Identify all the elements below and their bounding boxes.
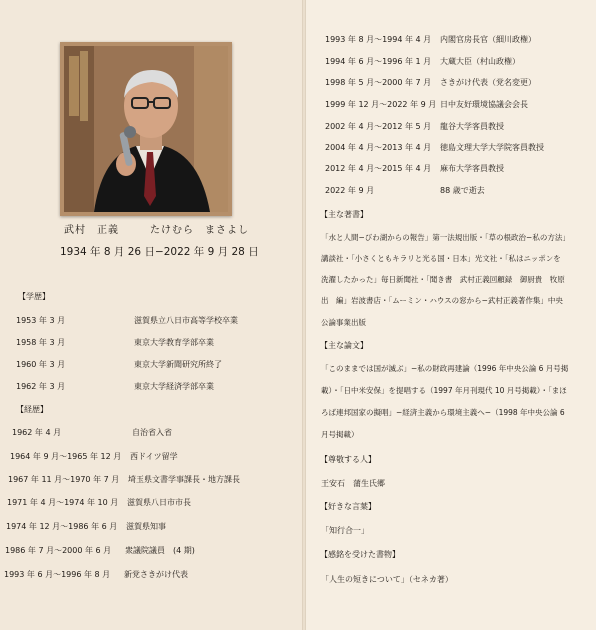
- career-date: 1967 年 11 月〜1970 年 7 月: [8, 475, 120, 484]
- papers-line: 「このままでは国が滅ぶ」−私の財政再建論（1996 年中央公論 6 月号掲: [321, 364, 569, 373]
- career-date: 1993 年 6 月〜1996 年 8 月: [4, 570, 111, 579]
- career-date: 1962 年 4 月: [12, 428, 62, 437]
- career-text: 88 歳で逝去: [440, 186, 485, 195]
- career-text: 麻布大学客員教授: [440, 164, 504, 173]
- career-date: 2022 年 9 月: [325, 186, 375, 195]
- papers-line: 載）・「日中米安保」を提唱する（1997 年月刊現代 10 月号掲載）・「まほ: [321, 386, 567, 395]
- career-text: 徳島文理大学大学院客員教授: [440, 143, 544, 152]
- favorite-words-text: 「知行合一」: [321, 526, 369, 535]
- career-text: さきがけ代表（党名変更）: [440, 78, 536, 87]
- career-date: 1964 年 9 月〜1965 年 12 月: [10, 452, 122, 461]
- favorite-words-heading: 【好きな言葉】: [320, 502, 376, 511]
- career-text: 西ドイツ留学: [130, 452, 178, 461]
- person-name: 武村 正義: [64, 225, 119, 236]
- career-heading: 【経歴】: [16, 405, 48, 414]
- impressive-book-heading: 【感銘を受けた書物】: [320, 550, 400, 559]
- education-date: 1962 年 3 月: [16, 382, 66, 391]
- career-text: 内閣官房長官（細川政権）: [440, 35, 536, 44]
- portrait-frame: [60, 42, 232, 216]
- education-text: 東京大学新聞研究所終了: [134, 360, 222, 369]
- books-line: 出 編」岩波書店・「ムーミン・ハウスの窓から−武村正義著作集」中央: [321, 296, 563, 305]
- books-line: 公論事業出版: [321, 318, 366, 327]
- career-date: 1986 年 7 月〜2000 年 6 月: [5, 546, 112, 555]
- career-date: 1998 年 5 月〜2000 年 7 月: [325, 78, 432, 87]
- career-text: 新党さきがけ代表: [124, 570, 188, 579]
- career-text: 衆議院議員 (4 期): [125, 546, 195, 555]
- career-date: 2002 年 4 月〜2012 年 5 月: [325, 122, 432, 131]
- career-text: 滋賀県知事: [126, 522, 166, 531]
- career-date: 1999 年 12 月〜2022 年 9 月: [325, 100, 437, 109]
- career-text: 滋賀県八日市市長: [127, 498, 191, 507]
- education-text: 東京大学教育学部卒業: [134, 338, 214, 347]
- portrait-photo: [64, 46, 228, 212]
- career-date: 1971 年 4 月〜1974 年 10 月: [7, 498, 119, 507]
- career-date: 2012 年 4 月〜2015 年 4 月: [325, 164, 432, 173]
- impressive-book-text: 「人生の短きについて」（セネカ著）: [321, 575, 453, 584]
- career-date: 1993 年 8 月〜1994 年 4 月: [325, 35, 432, 44]
- education-text: 東京大学経済学部卒業: [134, 382, 214, 391]
- papers-heading: 【主な論文】: [320, 341, 368, 350]
- career-text: 龍谷大学客員教授: [440, 122, 504, 131]
- education-date: 1953 年 3 月: [16, 316, 66, 325]
- education-heading: 【学歴】: [18, 292, 50, 301]
- books-line: 洗濯したかった」毎日新聞社・「聞き書 武村正義回顧録 御厨貴 牧原: [321, 275, 565, 284]
- career-text: 日中友好環境協議会会長: [440, 100, 528, 109]
- person-name-reading: たけむら まさよし: [150, 225, 249, 236]
- books-heading: 【主な著書】: [320, 210, 368, 219]
- career-text: 自治省入省: [132, 428, 172, 437]
- career-date: 1974 年 12 月〜1986 年 6 月: [6, 522, 118, 531]
- respect-heading: 【尊敬する人】: [320, 455, 376, 464]
- respect-text: 王安石 蒲生氏郷: [321, 479, 385, 488]
- books-line: 講談社・「小さくともキラリと光る国・日本」光文社・「私はニッポンを: [321, 254, 561, 263]
- books-line: 「水と人間−びわ湖からの報告」第一法規出版・「草の根政治−私の方法」: [321, 233, 570, 242]
- education-date: 1958 年 3 月: [16, 338, 66, 347]
- page-fold: [302, 0, 306, 630]
- education-text: 滋賀県立八日市高等学校卒業: [134, 316, 238, 325]
- career-date: 1994 年 6 月〜1996 年 1 月: [325, 57, 432, 66]
- career-text: 埼玉県文書学事課長・地方課長: [128, 475, 240, 484]
- lifespan: 1934 年 8 月 26 日−2022 年 9 月 28 日: [60, 246, 259, 258]
- career-date: 2004 年 4 月〜2013 年 4 月: [325, 143, 432, 152]
- career-text: 大蔵大臣（村山政権）: [440, 57, 520, 66]
- papers-line: ろば連邦国家の擬唱」−経済主義から環境主義へ−（1998 年中央公論 6: [321, 408, 565, 417]
- papers-line: 月号掲載）: [321, 430, 359, 439]
- education-date: 1960 年 3 月: [16, 360, 66, 369]
